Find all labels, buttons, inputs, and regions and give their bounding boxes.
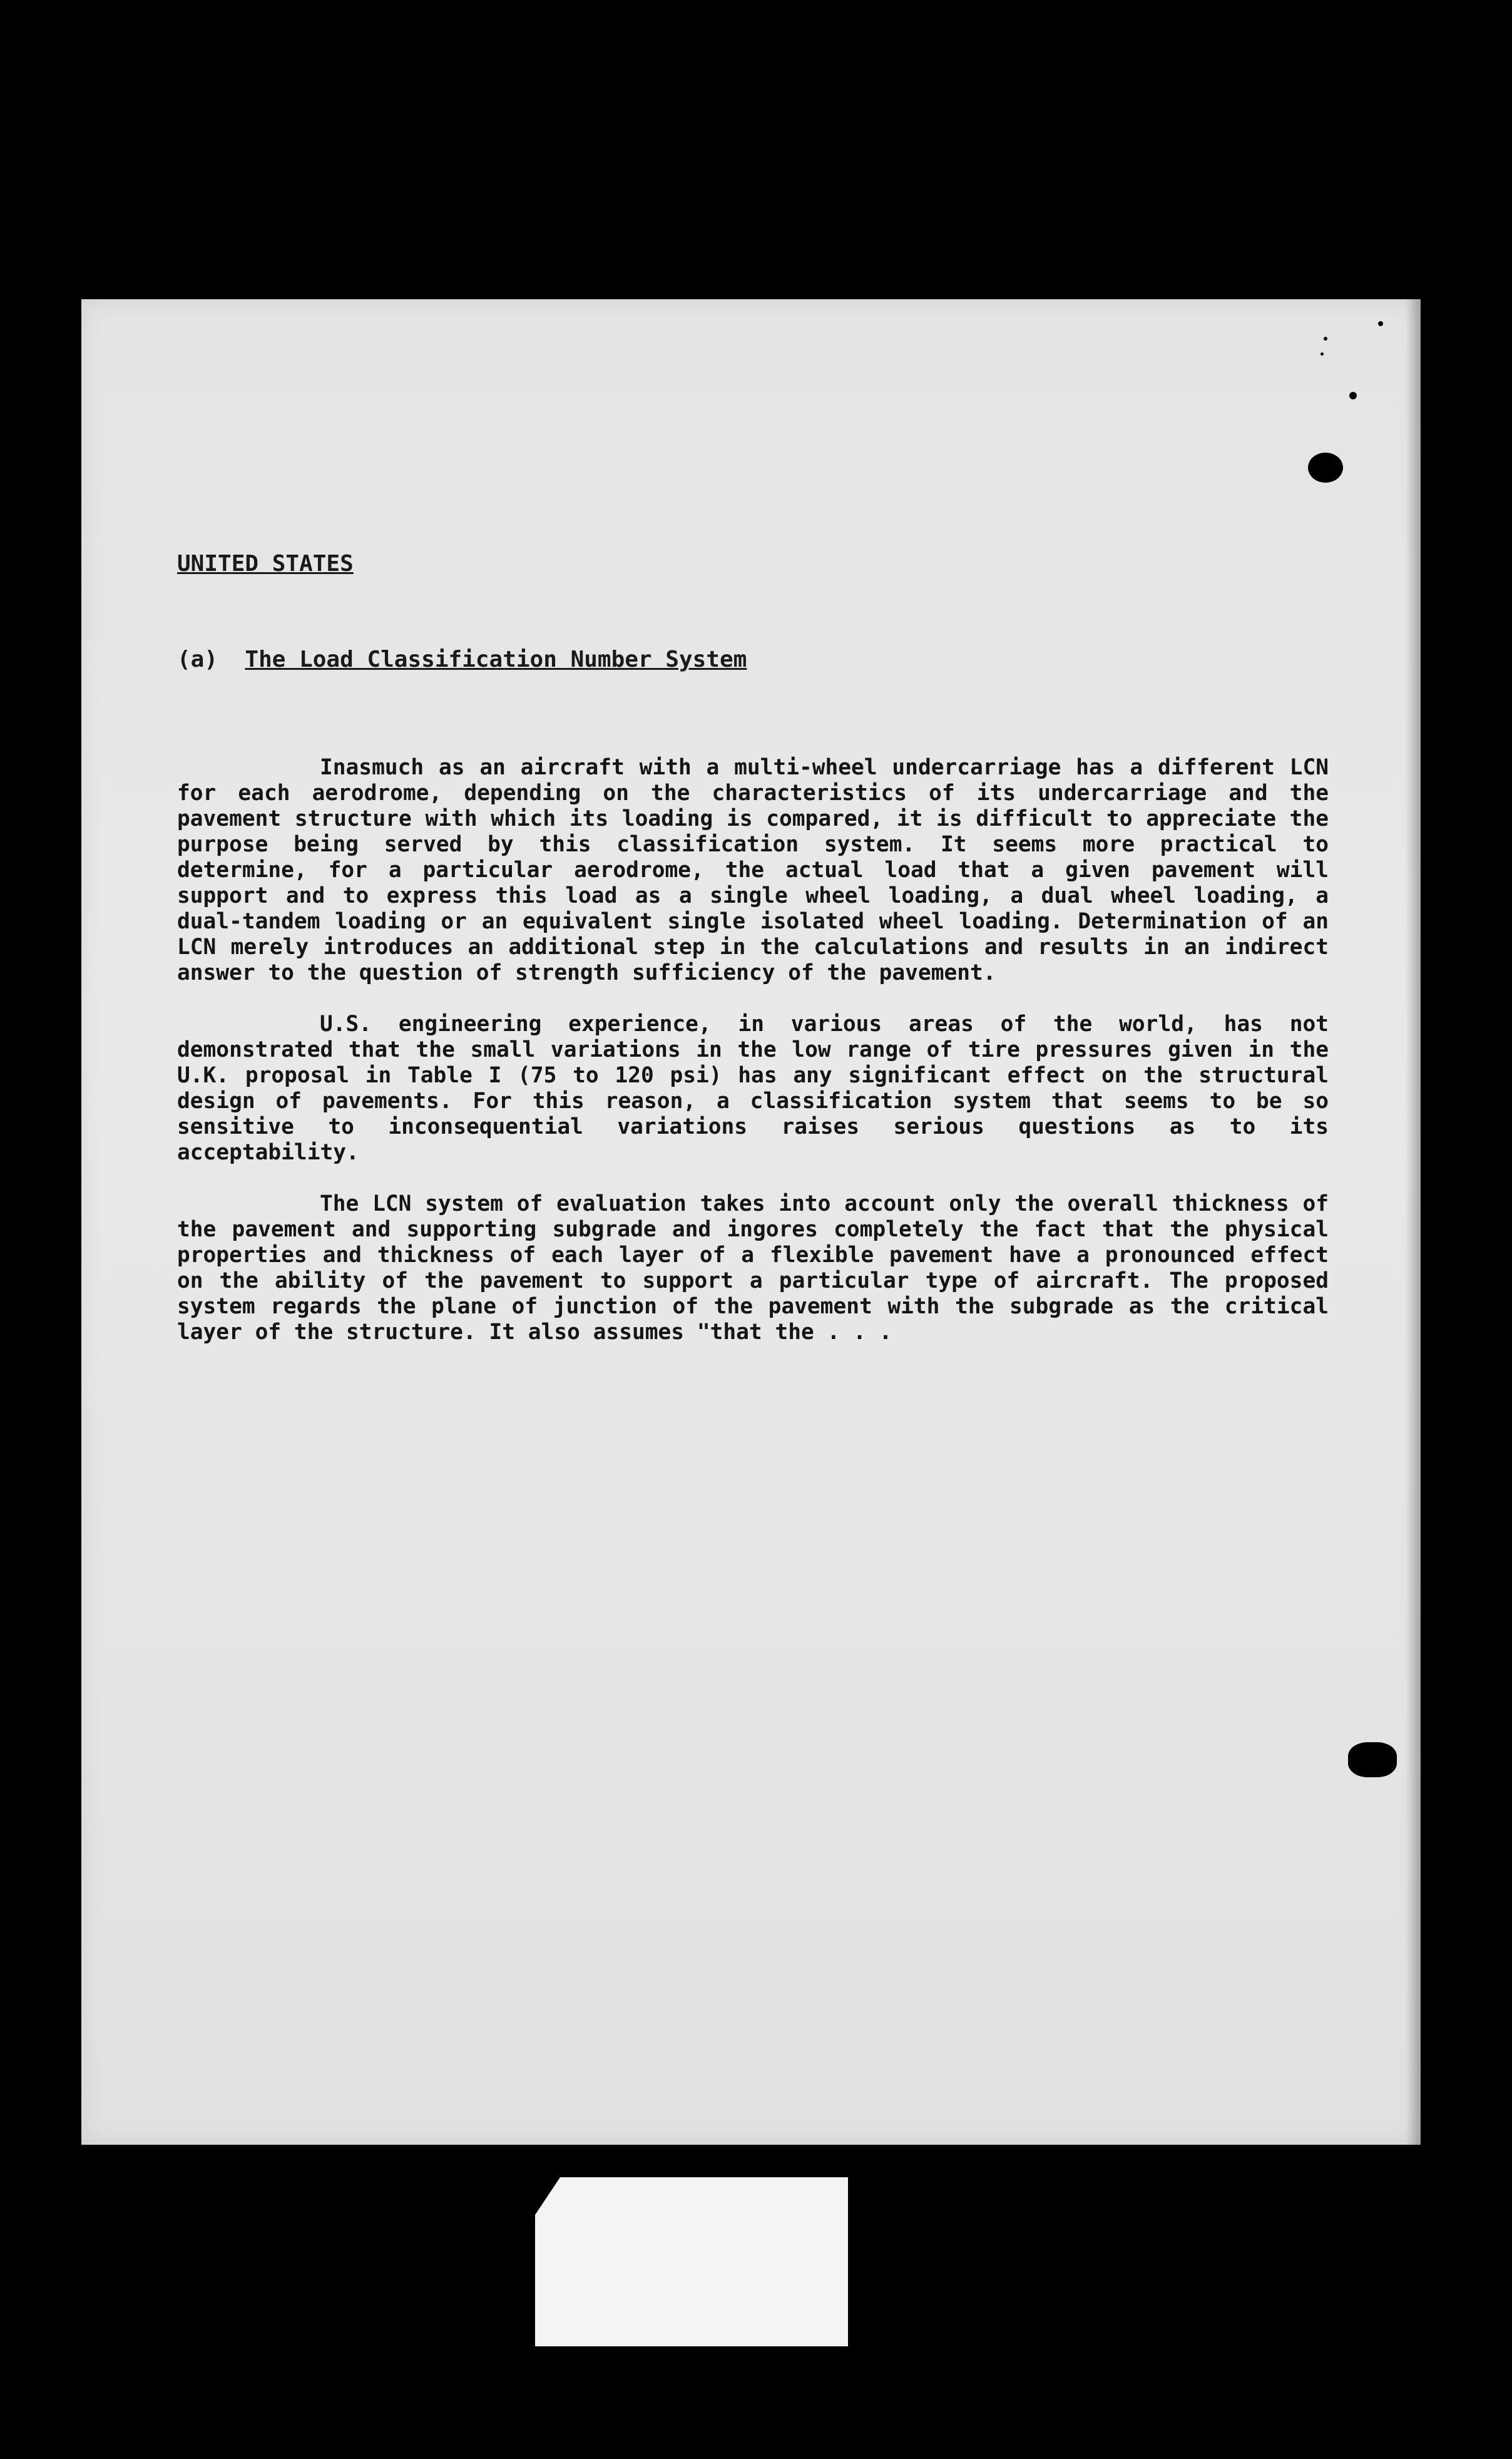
card-corner-notch <box>535 2177 560 2215</box>
punch-hole-mark <box>1348 1742 1397 1777</box>
body-paragraph: U.S. engineering experience, in various areas of the world, has not demonstrated that the small variations in the low range of tire pressures given in the U.K. proposal in Table I (75 to 120 psi) has any significant effect on the structural design of pavements. For this reason, a classification system that seems to be so sensitive to inconsequential variations raises serious questions as to its acceptability. <box>177 1012 1329 1165</box>
dust-speck <box>1320 352 1324 356</box>
body-paragraph: Inasmuch as an aircraft with a multi-wheel undercarriage has a different LCN for each aerodrome, depending on the characteristics of its undercarriage and the pavement structure with which its loading is compared, it is difficult to appreciate the purpose being served by this classification system. It seems more practical to determine, for a particular aerodrome, the actual load that a given pavement will support and to express this load as a single wheel loading, a dual wheel loading, a dual-tandem loading or an equivalent single isolated wheel loading. Determination of an LCN merely introduces an additional step in the calculations and results in an indirect answer to the question of strength sufficiency of the pavement. <box>177 755 1329 985</box>
dust-speck <box>1349 392 1357 399</box>
section-heading <box>177 647 747 672</box>
document-heading: UNITED STATES <box>177 551 354 577</box>
section-marker: (a) <box>177 647 218 672</box>
punch-hole-mark <box>1308 453 1343 483</box>
document-body <box>177 755 1329 1371</box>
blank-target-card <box>535 2177 848 2346</box>
document-page <box>81 299 1421 2145</box>
dust-speck <box>1324 337 1327 341</box>
dust-speck <box>1378 321 1383 326</box>
section-title: The Load Classification Number System <box>245 647 747 672</box>
body-paragraph: The LCN system of evaluation takes into account only the overall thickness of the pavement and supporting subgrade and ingores completely the fact that the physical properties and thickness of each layer of a flexible pavement have a pronounced effect on the ability of the pavement to support a particular type of aircraft. The proposed system regards the plane of junction of the pavement with the subgrade as the critical layer of the structure. It also assumes "that the . . . <box>177 1191 1329 1345</box>
page-edge-shadow <box>1406 299 1421 2145</box>
